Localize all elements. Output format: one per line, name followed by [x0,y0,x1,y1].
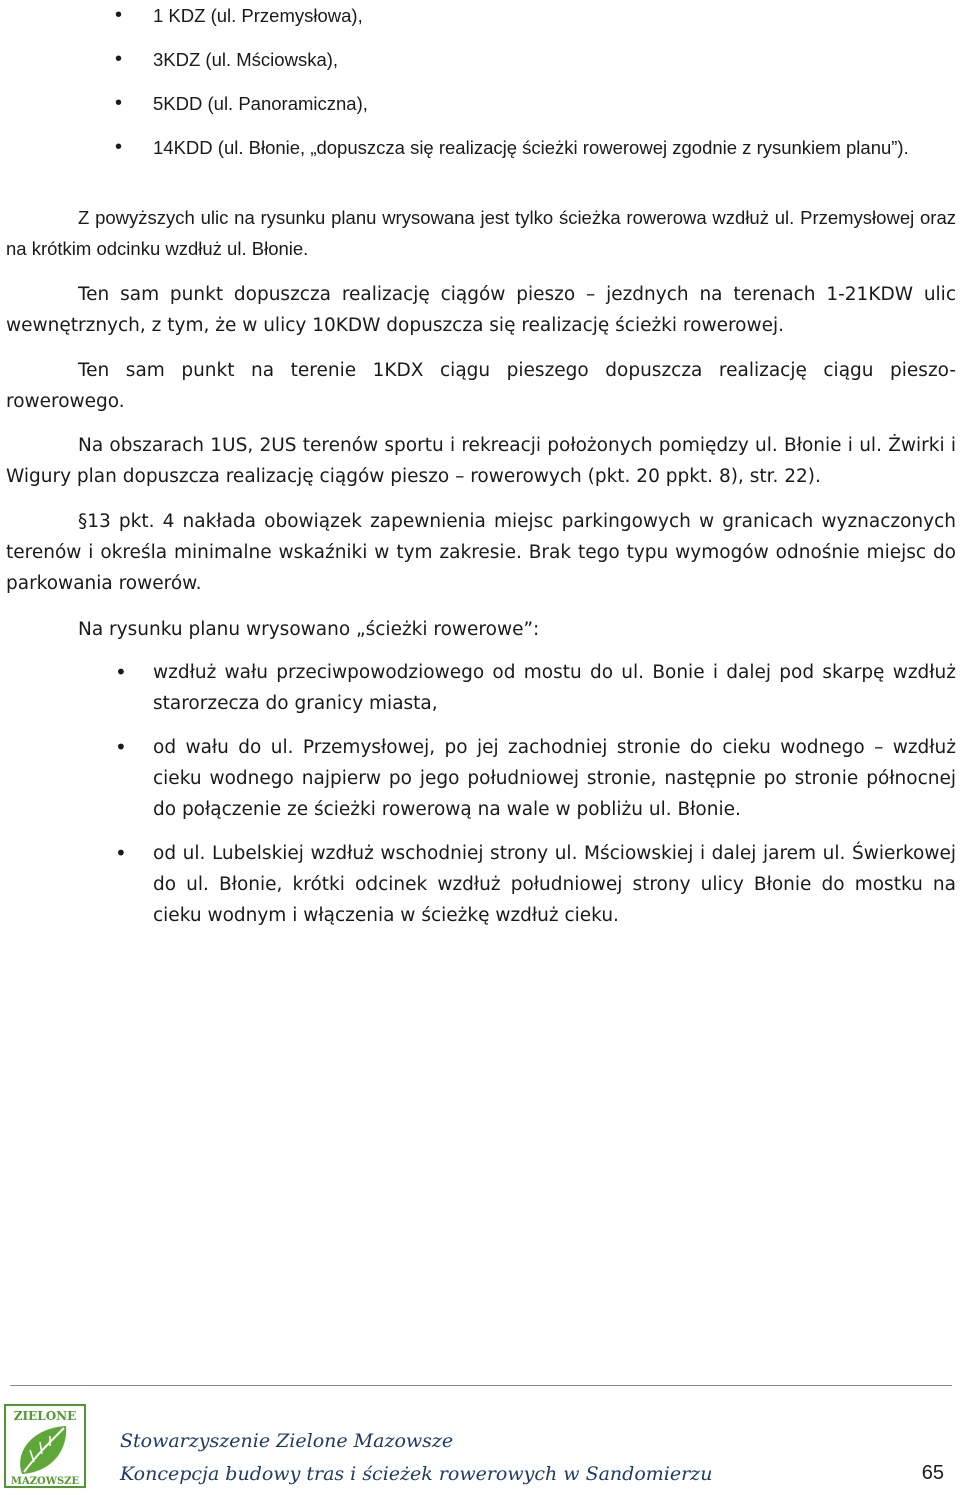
top-street-list [0,0,960,163]
paragraph: Na rysunku planu wrysowano „ścieżki rowerowe”: [78,619,540,640]
footer-document-title: Koncepcja budowy tras i ścieżek rowerowych w Sandomierzu [120,1463,713,1485]
list-item: • od wału do ul. Przemysłowej, po jej zachodniej stronie do cieku wodnego – wzdłuż cieku wodnego najpierw po jego południowej stronie, następnie po stronie północnej do połączenie ze ścieżki rowerową na wale w pobliżu ul. Błonie. [0,732,960,825]
paragraph: Na obszarach 1US, 2US terenów sportu i rekreacji położonych pomiędzy ul. Błonie i ul. Żwirki i Wigury plan dopuszcza realizację ciągów pieszo – rowerowych (pkt. 20 ppkt. 8), str. 22). [6,435,956,487]
paragraph: §13 pkt. 4 nakłada obowiązek zapewnienia miejsc parkingowych w granicach wyznaczonych terenów i określa minimalne wskaźniki w tym zakresie. Brak tego typu wymogów odnośnie miejsc do parkowania rowerów. [6,511,956,594]
bike-path-list [0,657,960,931]
logo-bottom-text: MAZOWSZE [10,1476,80,1487]
list-item: • wzdłuż wału przeciwpowodziowego od mostu do ul. Bonie i dalej pod skarpę wzdłuż starorzecza do granicy miasta, [0,657,960,719]
logo-top-text: ZIELONE [13,1409,77,1423]
list-item: • od ul. Lubelskiej wzdłuż wschodniej strony ul. Mściowskiej i dalej jarem ul. Świerkowej do ul. Błonie, krótki odcinek wzdłuż południowej strony ulicy Błonie do mostku na cieku wodnym i włączenia w ścieżkę wzdłuż cieku. [0,838,960,931]
footer-organization: Stowarzyszenie Zielone Mazowsze [120,1430,454,1452]
paragraph: Ten sam punkt dopuszcza realizację ciągów pieszo – jezdnych na terenach 1-21KDW ulic wewnętrznych, z tym, że w ulicy 10KDW dopuszcza się realizację ścieżki rowerowej. [6,284,956,336]
paragraph: Ten sam punkt na terenie 1KDX ciągu pieszego dopuszcza realizację ciągu pieszo-rowerowego. [6,360,956,412]
list-item: • 5KDD (ul. Panoramiczna), [0,88,960,119]
list-item: • 1 KDZ (ul. Przemysłowa), [0,0,960,31]
list-item: • 3KDZ (ul. Mściowska), [0,44,960,75]
footer-divider [10,1385,952,1386]
list-item: • 14KDD (ul. Błonie, „dopuszcza się realizację ścieżki rowerowej zgodnie z rysunkiem planu”). [0,132,960,163]
zielone-mazowsze-logo [4,1404,86,1488]
page-number: 65 [921,1462,944,1484]
paragraph: Z powyższych ulic na rysunku planu wrysowana jest tylko ścieżka rowerowa wzdłuż ul. Przemysłowej oraz na krótkim odcinku wzdłuż ul. Błonie. [6,207,956,259]
